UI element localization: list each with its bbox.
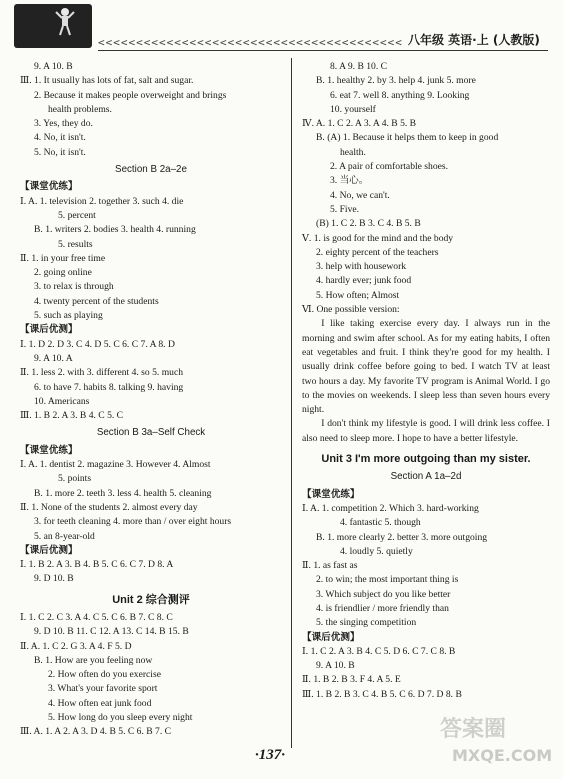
answer-line: B. (A) 1. Because it helps them to keep in good bbox=[316, 132, 499, 144]
answer-line: 5. an 8-year-old bbox=[34, 530, 95, 542]
answer-line: 3. Yes, they do. bbox=[34, 118, 93, 130]
answer-line: B. 1. healthy 2. by 3. help 4. junk 5. more bbox=[316, 75, 476, 87]
header-rule bbox=[98, 50, 548, 51]
answer-line: 4. hardly ever; junk food bbox=[316, 275, 412, 287]
answer-line: 10. yourself bbox=[330, 103, 376, 115]
page-number: ·137· bbox=[255, 747, 285, 763]
answer-line: Ⅱ. 1. as fast as bbox=[302, 560, 358, 572]
unit-heading: Unit 3 I'm more outgoing than my sister. bbox=[321, 453, 531, 466]
answer-line: 3. for teeth cleaning 4. more than / over eight hours bbox=[34, 516, 232, 528]
answer-line: Ⅲ. A. 1. A 2. A 3. D 4. B 5. C 6. B 7. C bbox=[20, 726, 172, 738]
answer-line: 8. A 9. B 10. C bbox=[330, 61, 388, 72]
exercise-tag: 【课后优测】 bbox=[302, 631, 360, 643]
answer-line: 5. the singing competition bbox=[316, 617, 417, 629]
answer-line: 10. Americans bbox=[34, 395, 90, 407]
grade-label: 八年级 英语·上 (人教版) bbox=[408, 33, 540, 47]
exercise-tag: 【课堂优练】 bbox=[20, 444, 78, 456]
answer-line: Ⅵ. One possible version: bbox=[302, 304, 400, 316]
section-heading: Section B 3a–Self Check bbox=[96, 427, 206, 439]
answer-line: Ⅰ. A. 1. television 2. together 3. such 4. die bbox=[20, 195, 184, 207]
answer-line: 9. A 10. B bbox=[34, 61, 73, 72]
exercise-tag: 【课后优测】 bbox=[20, 324, 78, 336]
section-heading: Section A 1a–2d bbox=[390, 471, 462, 483]
answer-line: Ⅱ. 1. B 2. B 3. F 4. A 5. E bbox=[302, 674, 401, 686]
answer-line: Ⅲ. 1. B 2. B 3. C 4. B 5. C 6. D 7. D 8. B bbox=[302, 688, 462, 700]
answer-line: B. 1. more clearly 2. better 3. more outgoing bbox=[316, 531, 488, 543]
answer-line: Ⅱ. 1. less 2. with 3. different 4. so 5. much bbox=[20, 367, 184, 379]
section-heading: Section B 2a–2e bbox=[115, 164, 187, 176]
sample-essay-paragraph: I don't think my lifestyle is good. I will drink less coffee. I also need to sleep more. I hope to have a better lifestyle. bbox=[302, 418, 550, 444]
answer-line: 4. is friendlier / more friendly than bbox=[316, 602, 449, 614]
answer-line: 4. twenty percent of the students bbox=[34, 295, 159, 307]
answer-line: B. 1. writers 2. bodies 3. health 4. running bbox=[34, 224, 196, 236]
answer-line: 5. No, it isn't. bbox=[34, 146, 86, 158]
answer-line: Ⅰ. 1. C 2. C 3. A 4. C 5. C 6. B 7. C 8. C bbox=[20, 611, 173, 623]
answer-line: Ⅲ. 1. It usually has lots of fat, salt and sugar. bbox=[20, 75, 194, 87]
answer-line: 4. fantastic 5. though bbox=[340, 517, 421, 529]
answer-line: 6. to have 7. habits 8. talking 9. having bbox=[34, 381, 184, 393]
answer-line: 3. What's your favorite sport bbox=[48, 683, 158, 695]
exercise-tag: 【课后优测】 bbox=[20, 544, 78, 556]
exercise-tag: 【课堂优练】 bbox=[302, 488, 360, 500]
answer-line: 3. 当心。 bbox=[330, 175, 369, 187]
answer-line: 2. to win; the most important thing is bbox=[316, 574, 459, 586]
answer-line: health. bbox=[340, 146, 366, 158]
answer-line: Ⅰ. 1. C 2. A 3. B 4. C 5. D 6. C 7. C 8. B bbox=[302, 645, 456, 657]
book-logo bbox=[14, 4, 92, 48]
answer-line: 4. No, it isn't. bbox=[34, 132, 86, 144]
answer-line: B. 1. How are you feeling now bbox=[34, 654, 153, 666]
answer-line: 4. No, we can't. bbox=[330, 189, 390, 201]
watermark-url: MXQE.COM bbox=[452, 746, 553, 765]
answer-line: 4. How often eat junk food bbox=[48, 697, 152, 709]
mascot-icon bbox=[54, 6, 76, 36]
answer-line: 2. going online bbox=[34, 267, 92, 279]
page-header bbox=[0, 0, 563, 52]
answer-line: 2. A pair of comfortable shoes. bbox=[330, 161, 449, 173]
answer-line: 5. How long do you sleep every night bbox=[48, 712, 193, 724]
answer-line: 6. eat 7. well 8. anything 9. Looking bbox=[330, 89, 470, 101]
sample-essay-paragraph: I like taking exercise every day. I always run in the morning and swim after school. As for my eating habits, I often eat vegetables and fruit. I think they're good for my health. I usually drink coffee before going to bed. I watch TV at least two hours a day. My favorite TV program is Animal World. I go to the movies on weekends. I sleep less than seven hours every night. bbox=[302, 318, 550, 416]
exercise-tag: 【课堂优练】 bbox=[20, 181, 78, 193]
answer-line: Ⅳ. A. 1. C 2. A 3. A 4. B 5. B bbox=[302, 118, 417, 130]
answer-line: Ⅰ. 1. D 2. D 3. C 4. D 5. C 6. C 7. A 8. D bbox=[20, 338, 175, 350]
answer-line: Ⅱ. 1. None of the students 2. almost every day bbox=[20, 501, 198, 513]
answer-line: Ⅰ. A. 1. dentist 2. magazine 3. However 4. Almost bbox=[20, 459, 211, 471]
watermark-logo: 答案圈 bbox=[440, 717, 507, 742]
answer-line: 4. loudly 5. quietly bbox=[340, 545, 413, 557]
answer-line: 2. How often do you exercise bbox=[48, 669, 161, 681]
header-chevrons: <<<<<<<<<<<<<<<<<<<<<<<<<<<<<<<<<<<<<<<< bbox=[98, 36, 403, 49]
answer-line: Ⅱ. A. 1. C 2. G 3. A 4. F 5. D bbox=[20, 640, 132, 652]
answer-line: (B) 1. C 2. B 3. C 4. B 5. B bbox=[316, 218, 421, 230]
answer-line: health problems. bbox=[48, 103, 112, 115]
unit-heading: Unit 2 综合测评 bbox=[112, 593, 190, 606]
answer-line: 5. results bbox=[58, 238, 93, 250]
answer-line: B. 1. more 2. teeth 3. less 4. health 5. cleaning bbox=[34, 487, 212, 499]
answer-line: 5. Five. bbox=[330, 203, 360, 215]
answer-line: 2. Because it makes people overweight and brings bbox=[34, 89, 227, 101]
column-divider bbox=[291, 58, 292, 748]
answer-line: 2. eighty percent of the teachers bbox=[316, 246, 439, 258]
answer-line: 9. A 10. A bbox=[34, 352, 73, 364]
right-column bbox=[302, 60, 550, 702]
answer-line: 3. Which subject do you like better bbox=[316, 588, 451, 600]
answer-line: Ⅲ. 1. B 2. A 3. B 4. C 5. C bbox=[20, 410, 124, 422]
answer-line: Ⅰ. 1. B 2. A 3. B 4. B 5. C 6. C 7. D 8. A bbox=[20, 559, 174, 571]
answer-line: Ⅴ. 1. is good for the mind and the body bbox=[302, 232, 454, 244]
left-column bbox=[20, 60, 282, 740]
answer-line: 3. to relax is through bbox=[34, 281, 114, 293]
answer-line: 9. D 10. B bbox=[34, 573, 74, 585]
answer-line: 9. D 10. B 11. C 12. A 13. C 14. B 15. B bbox=[34, 626, 189, 638]
answer-line: Ⅱ. 1. in your free time bbox=[20, 252, 106, 264]
answer-line: 5. How often; Almost bbox=[316, 289, 400, 301]
answer-line: 3. help with housework bbox=[316, 261, 407, 273]
answer-line: 5. points bbox=[58, 473, 92, 485]
answer-line: 5. percent bbox=[58, 209, 96, 221]
answer-line: 5. such as playing bbox=[34, 310, 103, 322]
answer-line: 9. A 10. B bbox=[316, 660, 355, 672]
answer-line: Ⅰ. A. 1. competition 2. Which 3. hard-working bbox=[302, 502, 479, 514]
